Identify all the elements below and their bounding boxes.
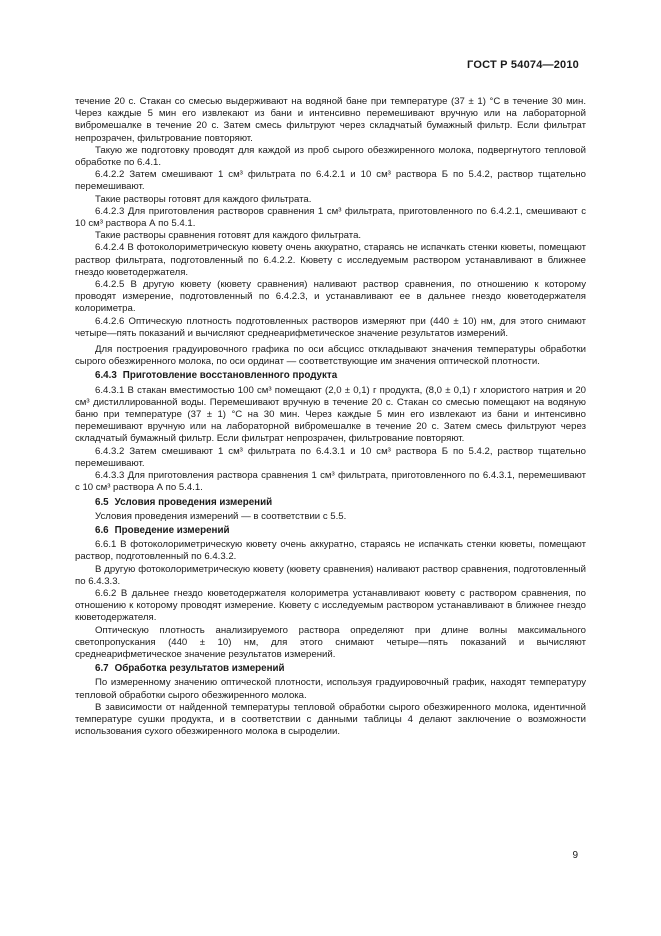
section-title: Условия проведения измерений xyxy=(114,496,273,508)
paragraph: 6.4.2.4 В фотоколориметрическую кювету очень аккуратно, стараясь не испачкать стенки кюветы, помещают раствор фильтрата, подготовленный по 6.4.2.2. Кювету с исследуемым раствором устанавливают в ближнее гнездо кюветодержателя. xyxy=(75,242,586,278)
section-number: 6.7 xyxy=(95,663,109,675)
section-heading xyxy=(75,663,586,675)
section-title: Проведение измерений xyxy=(114,524,230,536)
paragraph: В зависимости от найденной температуры тепловой обработки сырого обезжиренного молока, идентичной температуре сушки продукта, и в соответствии с данными таблицы 4 делают заключение о возможности использования сухого обезжиренного молока в сыроделии. xyxy=(75,701,586,738)
paragraph: 6.6.2 В дальнее гнездо кюветодержателя колориметра устанавливают кювету с раствором сравнения, по отношению к которому проводят измерение. Кювету с исследуемым раствором устанавливают в ближнее гнездо кюветодержателя. xyxy=(75,587,586,624)
paragraph: 6.4.2.5 В другую кювету (кювету сравнения) наливают раствор сравнения, по отношению к которому проводят измерение, подготовленный по 6.4.2.3, и устанавливают ее в дальнее гнездо кюветодержателя колориметра. xyxy=(75,279,586,315)
paragraph: 6.4.2.6 Оптическую плотность подготовленных растворов измеряют при (440 ± 10) нм, для этого снимают четыре—пять показаний и вычисляют среднеарифметическое значение результатов измерений. xyxy=(75,315,586,339)
section-number: 6.5 xyxy=(95,496,109,508)
document-body xyxy=(75,96,586,738)
paragraph: 6.4.3.2 Затем смешивают 1 см³ фильтрата по 6.4.3.1 и 10 см³ раствора Б по 5.4.2, раствор тщательно перемешивают. xyxy=(75,445,586,469)
section-title: Приготовление восстановленного продукта xyxy=(122,370,338,382)
paragraph: 6.4.2.2 Затем смешивают 1 см³ фильтрата по 6.4.2.1 и 10 см³ раствора Б по 5.4.2, раствор тщательно перемешивают. xyxy=(75,169,586,193)
paragraph: 6.4.3.1 В стакан вместимостью 100 см³ помещают (2,0 ± 0,1) г продукта, (8,0 ± 0,1) г хлористого натрия и 20 см³ дистиллированной воды. Перемешивают вручную в течение 20 с. Стакан со смесью помещают на водяную баню при температуре (37 ± 1) °С на 30 мин. Через каждые 5 мин его извлекают из бани и интенсивно перемешивают вручную или на лабораторной вибромешалке в течение 20 с. Затем смесь фильтруют через складчатый бумажный фильтр. Если фильтрат непрозрачен, фильтрование повторяют. xyxy=(75,384,586,445)
paragraph: Условия проведения измерений — в соответствии с 5.5. xyxy=(95,510,347,522)
paragraph: 6.4.3.3 Для приготовления раствора сравнения 1 см³ фильтрата, приготовленного по 6.4.3.1, перемешивают с 10 см³ раствора А по 5.4.1. xyxy=(75,470,586,494)
document-header: ГОСТ Р 54074—2010 xyxy=(467,59,579,71)
paragraph: 6.4.2.3 Для приготовления растворов сравнения 1 см³ фильтрата, приготовленного по 6.4.2.1, смешивают с 10 см³ раствора А по 5.4.1. xyxy=(75,205,586,230)
page-number: 9 xyxy=(572,850,578,861)
section-heading xyxy=(75,525,586,537)
paragraph: 6.6.1 В фотоколориметрическую кювету очень аккуратно, стараясь не испачкать стенки кюветы, помещают раствор, подготовленный по 6.4.3.2. xyxy=(75,539,586,563)
paragraph: В другую фотоколориметрическую кювету (кювету сравнения) наливают раствор сравнения, подготовленный по 6.4.3.3. xyxy=(75,563,586,587)
section-title: Обработка результатов измерений xyxy=(114,663,285,675)
section-heading xyxy=(75,497,586,509)
paragraph: Такие растворы сравнения готовят для каждого фильтрата. xyxy=(95,230,362,242)
paragraph: Для построения градуировочного графика по оси абсцисс откладывают значения температуры обработки сырого обезжиренного молока, по оси ординат — соответствующие им значения оптической плотности. xyxy=(75,344,586,368)
section-number: 6.4.3 xyxy=(95,370,117,382)
section-heading xyxy=(75,370,586,382)
paragraph: По измеренному значению оптической плотности, используя градуировочный график, находят температуру тепловой обработки сырого обезжиренного молока. xyxy=(75,677,586,701)
section-number: 6.6 xyxy=(95,524,109,536)
paragraph: Такие растворы готовят для каждого фильтрата. xyxy=(95,193,312,205)
paragraph: Оптическую плотность анализируемого раствора определяют при длине волны максимального светопропускания (440 ± 10) нм, для этого снимают четыре—пять показаний и вычисляют среднеарифметическое значение результатов измерений. xyxy=(75,624,586,660)
paragraph: Такую же подготовку проводят для каждой из проб сырого обезжиренного молока, подвергнутого тепловой обработке по 6.4.1. xyxy=(75,144,586,169)
paragraph: течение 20 с. Стакан со смесью выдерживают на водяной бане при температуре (37 ± 1) °С в течение 30 мин. Через каждые 5 мин его извлекают из бани и интенсивно перемешивают вручную или на лабораторной вибромешалке в течение 20 с. Затем смесь фильтруют через складчатый бумажный фильтр. Если фильтрат непрозрачен, фильтрование повторяют. xyxy=(75,96,586,144)
